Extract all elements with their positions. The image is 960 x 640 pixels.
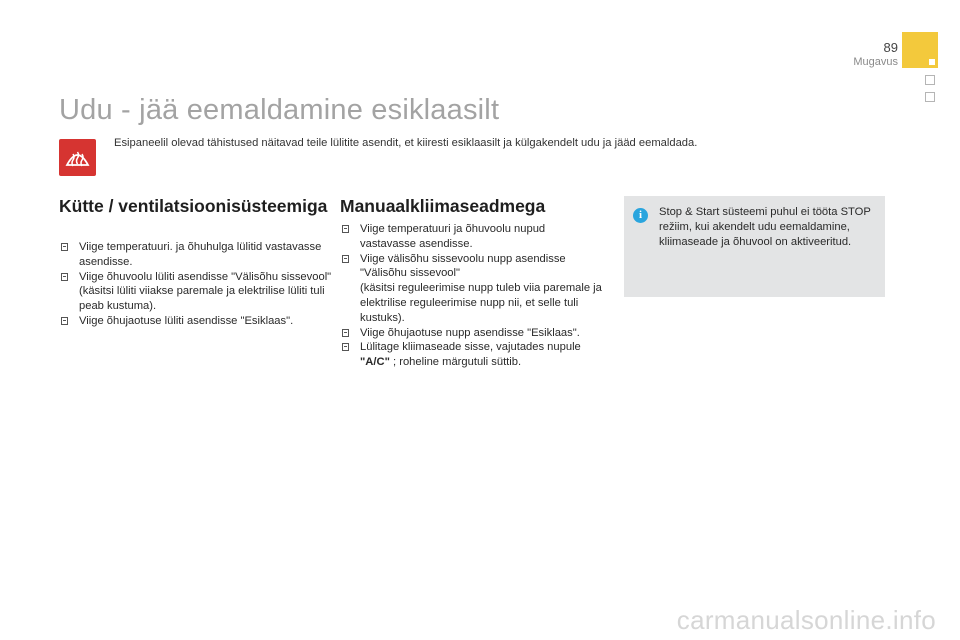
section-tab[interactable] [925, 92, 935, 102]
page-number: 89 [883, 40, 898, 55]
list-item [60, 314, 340, 329]
watermark: carmanualsonline.info [676, 605, 936, 635]
tab-marker [929, 59, 935, 65]
step-text: Viige temperatuuri ja õhuvoolu nupud vastavasse asendisse. [360, 223, 546, 250]
list-item [341, 252, 603, 326]
list-item [341, 326, 603, 341]
checkbox-bullet-icon [342, 343, 349, 351]
manual-ac-steps [341, 222, 603, 370]
step-text: Viige välisõhu sissevoolu nupp asendisse "Välisõhu sissevool" (käsitsi reguleerimise nupp tuleb viia paremale ja elektrilise reguleerimise nupp nii, et selle tuli kustuks). [360, 252, 602, 324]
checkbox-bullet-icon [61, 273, 68, 281]
page-title: Udu - jää eemaldamine esiklaasilt [59, 94, 500, 126]
list-item [60, 240, 340, 270]
intro-text: Esipaneelil olevad tähistused näitavad teile lülitite asendit, et kiiresti esiklaasilt ja külgakendelt udu ja jääd eemaldada. [114, 137, 698, 149]
checkbox-bullet-icon [342, 329, 349, 337]
step-text: Viige õhujaotuse nupp asendisse "Esiklaas". [360, 326, 580, 339]
list-item [60, 270, 340, 314]
step-text-after: ; roheline märgutuli süttib. [389, 356, 522, 369]
heating-steps [60, 240, 340, 329]
section-name: Mugavus [853, 56, 898, 68]
checkbox-bullet-icon [342, 225, 349, 233]
step-text: Viige temperatuuri. ja õhuhulga lülitid vastavasse asendisse. [79, 241, 322, 268]
info-text: Stop & Start süsteemi puhul ei tööta STOP režiim, kui akendelt udu eemaldamine, kliimaseade ja õhuvool on aktiveeritud. [659, 206, 871, 248]
heating-heading: Kütte / ventilatsioonisüsteemiga [59, 196, 328, 216]
checkbox-bullet-icon [61, 317, 68, 325]
section-tab[interactable] [925, 75, 935, 85]
step-text-before: Lülitage kliimaseade sisse, vajutades nupule [360, 341, 581, 354]
step-text: Viige õhuvoolu lüliti asendisse "Välisõhu sissevool" (käsitsi lüliti viiakse paremale ja elektrilise lüliti tuli peab kustuma). [79, 270, 332, 313]
section-tab-active[interactable] [902, 32, 938, 68]
info-box [624, 196, 885, 297]
step-text: Viige õhujaotuse lüliti asendisse "Esiklaas". [79, 314, 294, 327]
ac-button-label: "A/C" [360, 356, 390, 369]
manual-ac-heading: Manuaalkliimaseadmega [340, 196, 546, 216]
info-icon: i [633, 208, 648, 223]
checkbox-bullet-icon [342, 255, 349, 263]
list-item [341, 222, 603, 252]
list-item [341, 340, 603, 370]
windscreen-defrost-icon [59, 139, 96, 176]
checkbox-bullet-icon [61, 243, 68, 251]
